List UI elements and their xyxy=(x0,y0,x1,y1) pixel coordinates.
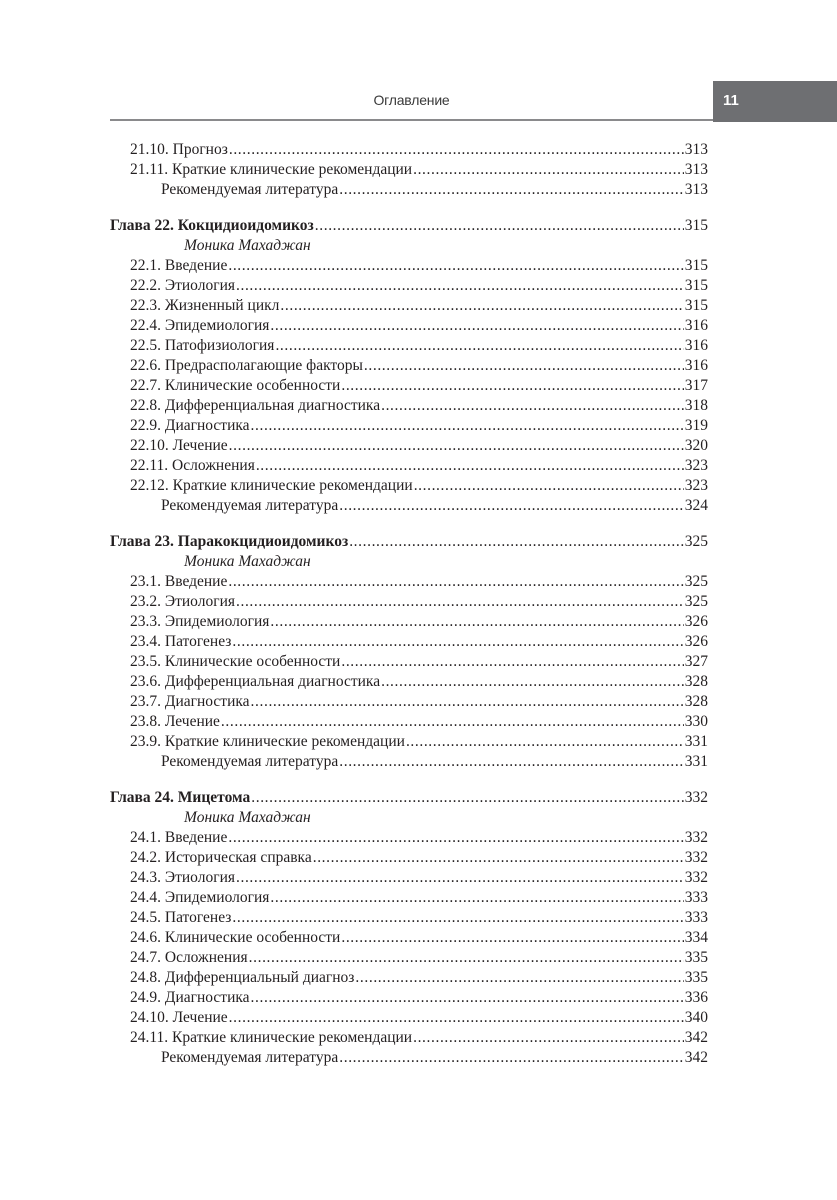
toc-entry-label: 23.9. Краткие клинические рекомендации xyxy=(130,733,405,750)
toc-entry-label: 23.1. Введение xyxy=(130,573,228,590)
toc-entry-page: 320 xyxy=(684,437,708,454)
toc-entry-label: 21.11. Краткие клинические рекомендации xyxy=(130,161,413,178)
toc-entry-section[interactable] xyxy=(110,652,708,672)
toc-entry-label: 23.3. Эпидемиология xyxy=(130,613,270,630)
toc-entry-section[interactable] xyxy=(110,968,708,988)
toc-entry-page: 315 xyxy=(684,277,708,294)
dot-leader xyxy=(228,572,683,592)
dot-leader xyxy=(341,652,683,672)
toc-entry-section[interactable] xyxy=(110,612,708,632)
dot-leader xyxy=(249,948,684,968)
toc-entry-section[interactable] xyxy=(110,828,708,848)
toc-entry-page: 323 xyxy=(684,477,708,494)
toc-entry-section[interactable] xyxy=(110,1028,708,1048)
toc-entry-label: 24.10. Лечение xyxy=(130,1009,228,1026)
dot-leader xyxy=(251,416,684,436)
dot-leader xyxy=(280,296,683,316)
dot-leader xyxy=(232,632,683,652)
toc-entry-label: 23.7. Диагностика xyxy=(130,693,250,710)
toc-entry-label: 22.4. Эпидемиология xyxy=(130,317,270,334)
toc-entry-label: 24.4. Эпидемиология xyxy=(130,889,270,906)
running-head-title: Оглавление xyxy=(373,92,450,108)
dot-leader xyxy=(228,256,683,276)
toc-entry-label: 23.5. Клинические особенности xyxy=(130,653,341,670)
toc-entry-page: 335 xyxy=(684,949,708,966)
table-of-contents xyxy=(110,140,708,1068)
dot-leader xyxy=(339,180,684,200)
toc-entry-label: 22.11. Осложнения xyxy=(130,457,255,474)
dot-leader xyxy=(229,1008,684,1028)
toc-entry-label: 22.12. Краткие клинические рекомендации xyxy=(130,477,413,494)
toc-entry-label: 22.9. Диагностика xyxy=(130,417,250,434)
dot-leader xyxy=(270,316,683,336)
dot-leader xyxy=(315,216,684,236)
dot-leader xyxy=(341,376,683,396)
toc-entry-section[interactable] xyxy=(110,712,708,732)
toc-entry-page: 342 xyxy=(684,1049,708,1066)
toc-entry-label: 23.6. Дифференциальная диагностика xyxy=(130,673,381,690)
toc-entry-label: 24.11. Краткие клинические рекомендации xyxy=(130,1029,413,1046)
dot-leader xyxy=(349,532,684,552)
toc-entry-section[interactable] xyxy=(110,296,708,316)
toc-entry-chapter[interactable] xyxy=(110,532,708,552)
toc-entry-label: Рекомендуемая литература xyxy=(161,497,339,514)
toc-entry-page: 340 xyxy=(684,1009,708,1026)
toc-entry-page: 330 xyxy=(684,713,708,730)
toc-entry-page: 342 xyxy=(684,1029,708,1046)
page-header xyxy=(0,0,837,125)
toc-entry-page: 323 xyxy=(684,457,708,474)
toc-entry-page: 331 xyxy=(684,733,708,750)
dot-leader xyxy=(251,692,684,712)
dot-leader xyxy=(251,988,684,1008)
dot-leader xyxy=(413,160,684,180)
chapter-author: Моника Махаджан xyxy=(184,237,311,254)
toc-entry-chapter[interactable] xyxy=(110,216,708,236)
page-number-box xyxy=(713,81,837,122)
toc-entry-page: 331 xyxy=(684,753,708,770)
toc-entry-label: 23.4. Патогенез xyxy=(130,633,232,650)
toc-entry-section[interactable] xyxy=(110,928,708,948)
dot-leader xyxy=(221,712,684,732)
toc-entry-section[interactable] xyxy=(110,848,708,868)
toc-entry-label: 22.8. Дифференциальная диагностика xyxy=(130,397,381,414)
dot-leader xyxy=(414,476,684,496)
dot-leader xyxy=(364,356,684,376)
dot-leader xyxy=(251,788,684,808)
dot-leader xyxy=(256,456,684,476)
toc-entry-section[interactable] xyxy=(110,436,708,456)
toc-entry-label: 22.5. Патофизиология xyxy=(130,337,275,354)
toc-entry-label: Рекомендуемая литература xyxy=(161,181,339,198)
toc-entry-page: 332 xyxy=(684,849,708,866)
dot-leader xyxy=(313,848,684,868)
dot-leader xyxy=(228,828,683,848)
toc-entry-page: 328 xyxy=(684,673,708,690)
toc-entry-label: 23.2. Этиология xyxy=(130,593,235,610)
toc-entry-page: 332 xyxy=(684,869,708,886)
toc-entry-page: 336 xyxy=(684,989,708,1006)
toc-entry-section[interactable] xyxy=(110,908,708,928)
toc-entry-label: 24.3. Этиология xyxy=(130,869,235,886)
toc-entry-label: 22.3. Жизненный цикл xyxy=(130,297,280,314)
dot-leader xyxy=(355,968,683,988)
toc-entry-label: 24.6. Клинические особенности xyxy=(130,929,341,946)
dot-leader xyxy=(229,436,684,456)
toc-entry-section[interactable] xyxy=(110,336,708,356)
dot-leader xyxy=(236,592,684,612)
toc-entry-section[interactable] xyxy=(110,592,708,612)
toc-entry-page: 325 xyxy=(684,533,708,550)
toc-entry-page: 324 xyxy=(684,497,708,514)
toc-entry-page: 316 xyxy=(684,357,708,374)
dot-leader xyxy=(270,888,683,908)
chapter-author: Моника Махаджан xyxy=(184,553,311,570)
toc-entry-page: 316 xyxy=(684,317,708,334)
toc-entry-page: 333 xyxy=(684,909,708,926)
toc-entry-page: 325 xyxy=(684,593,708,610)
toc-entry-page: 333 xyxy=(684,889,708,906)
toc-entry-section[interactable] xyxy=(110,316,708,336)
toc-entry-section[interactable] xyxy=(110,476,708,496)
toc-entry-section[interactable] xyxy=(110,376,708,396)
toc-entry-section[interactable] xyxy=(110,456,708,476)
toc-entry-chapter[interactable] xyxy=(110,788,708,808)
toc-entry-label: 24.1. Введение xyxy=(130,829,228,846)
toc-entry-label: 24.8. Дифференциальный диагноз xyxy=(130,969,355,986)
toc-entry-label: 22.7. Клинические особенности xyxy=(130,377,341,394)
toc-entry-page: 318 xyxy=(684,397,708,414)
toc-chapter-label: Глава 23. Паракокцидиоидомикоз xyxy=(110,533,349,550)
toc-entry-page: 313 xyxy=(684,181,708,198)
chapter-spacer xyxy=(110,772,708,788)
toc-chapter-label: Глава 22. Кокцидиоидомикоз xyxy=(110,217,314,234)
toc-entry-label: Рекомендуемая литература xyxy=(161,1049,339,1066)
toc-entry-label: 24.2. Историческая справка xyxy=(130,849,312,866)
toc-entry-literature[interactable] xyxy=(110,496,708,516)
toc-entry-page: 332 xyxy=(684,789,708,806)
toc-entry-page: 313 xyxy=(684,161,708,178)
dot-leader xyxy=(236,868,684,888)
dot-leader xyxy=(236,276,684,296)
toc-entry-page: 328 xyxy=(684,693,708,710)
dot-leader xyxy=(341,928,683,948)
toc-entry-page: 326 xyxy=(684,613,708,630)
toc-entry-section[interactable] xyxy=(110,732,708,752)
toc-entry-page: 327 xyxy=(684,653,708,670)
toc-entry-section[interactable] xyxy=(110,396,708,416)
toc-entry-page: 313 xyxy=(684,141,708,158)
toc-entry-section[interactable] xyxy=(110,948,708,968)
toc-entry-section[interactable] xyxy=(110,416,708,436)
toc-entry-section[interactable] xyxy=(110,1008,708,1028)
toc-entry-section[interactable] xyxy=(110,672,708,692)
toc-entry-page: 325 xyxy=(684,573,708,590)
toc-entry-label: 22.10. Лечение xyxy=(130,437,228,454)
toc-entry-label: 21.10. Прогноз xyxy=(130,141,228,158)
dot-leader xyxy=(339,1048,684,1068)
dot-leader xyxy=(381,396,684,416)
toc-entry-section[interactable] xyxy=(110,868,708,888)
dot-leader xyxy=(413,1028,684,1048)
toc-entry-section[interactable] xyxy=(110,356,708,376)
page-number: 11 xyxy=(723,92,739,109)
toc-entry-page: 315 xyxy=(684,217,708,234)
toc-entry-label: 24.7. Осложнения xyxy=(130,949,248,966)
dot-leader xyxy=(381,672,684,692)
toc-entry-label: 23.8. Лечение xyxy=(130,713,220,730)
toc-entry-label: 22.6. Предрасполагающие факторы xyxy=(130,357,363,374)
toc-entry-page: 319 xyxy=(684,417,708,434)
toc-entry-section[interactable] xyxy=(110,692,708,712)
toc-entry-label: Рекомендуемая литература xyxy=(161,753,339,770)
toc-entry-page: 317 xyxy=(684,377,708,394)
toc-entry-page: 334 xyxy=(684,929,708,946)
toc-entry-label: 24.9. Диагностика xyxy=(130,989,250,1006)
toc-entry-label: 22.2. Этиология xyxy=(130,277,235,294)
chapter-spacer xyxy=(110,516,708,532)
dot-leader xyxy=(339,496,684,516)
toc-entry-page: 315 xyxy=(684,257,708,274)
chapter-spacer xyxy=(110,200,708,216)
toc-entry-section[interactable] xyxy=(110,632,708,652)
toc-entry-section[interactable] xyxy=(110,160,708,180)
toc-entry-page: 326 xyxy=(684,633,708,650)
toc-entry-page: 332 xyxy=(684,829,708,846)
header-rule-divider xyxy=(110,119,713,121)
dot-leader xyxy=(406,732,684,752)
toc-entry-section[interactable] xyxy=(110,888,708,908)
toc-entry-page: 316 xyxy=(684,337,708,354)
toc-entry-literature[interactable] xyxy=(110,1048,708,1068)
toc-chapter-label: Глава 24. Мицетома xyxy=(110,789,251,806)
toc-entry-section[interactable] xyxy=(110,572,708,592)
toc-entry-section[interactable] xyxy=(110,256,708,276)
dot-leader xyxy=(229,140,684,160)
dot-leader xyxy=(232,908,683,928)
dot-leader xyxy=(275,336,683,356)
dot-leader xyxy=(270,612,683,632)
toc-entry-literature[interactable] xyxy=(110,752,708,772)
toc-entry-section[interactable] xyxy=(110,988,708,1008)
chapter-author: Моника Махаджан xyxy=(184,809,311,826)
dot-leader xyxy=(339,752,684,772)
toc-entry-label: 22.1. Введение xyxy=(130,257,228,274)
toc-entry-page: 315 xyxy=(684,297,708,314)
toc-entry-page: 335 xyxy=(684,969,708,986)
toc-entry-literature[interactable] xyxy=(110,180,708,200)
toc-entry-section[interactable] xyxy=(110,276,708,296)
toc-entry-label: 24.5. Патогенез xyxy=(130,909,232,926)
toc-entry-section[interactable] xyxy=(110,140,708,160)
